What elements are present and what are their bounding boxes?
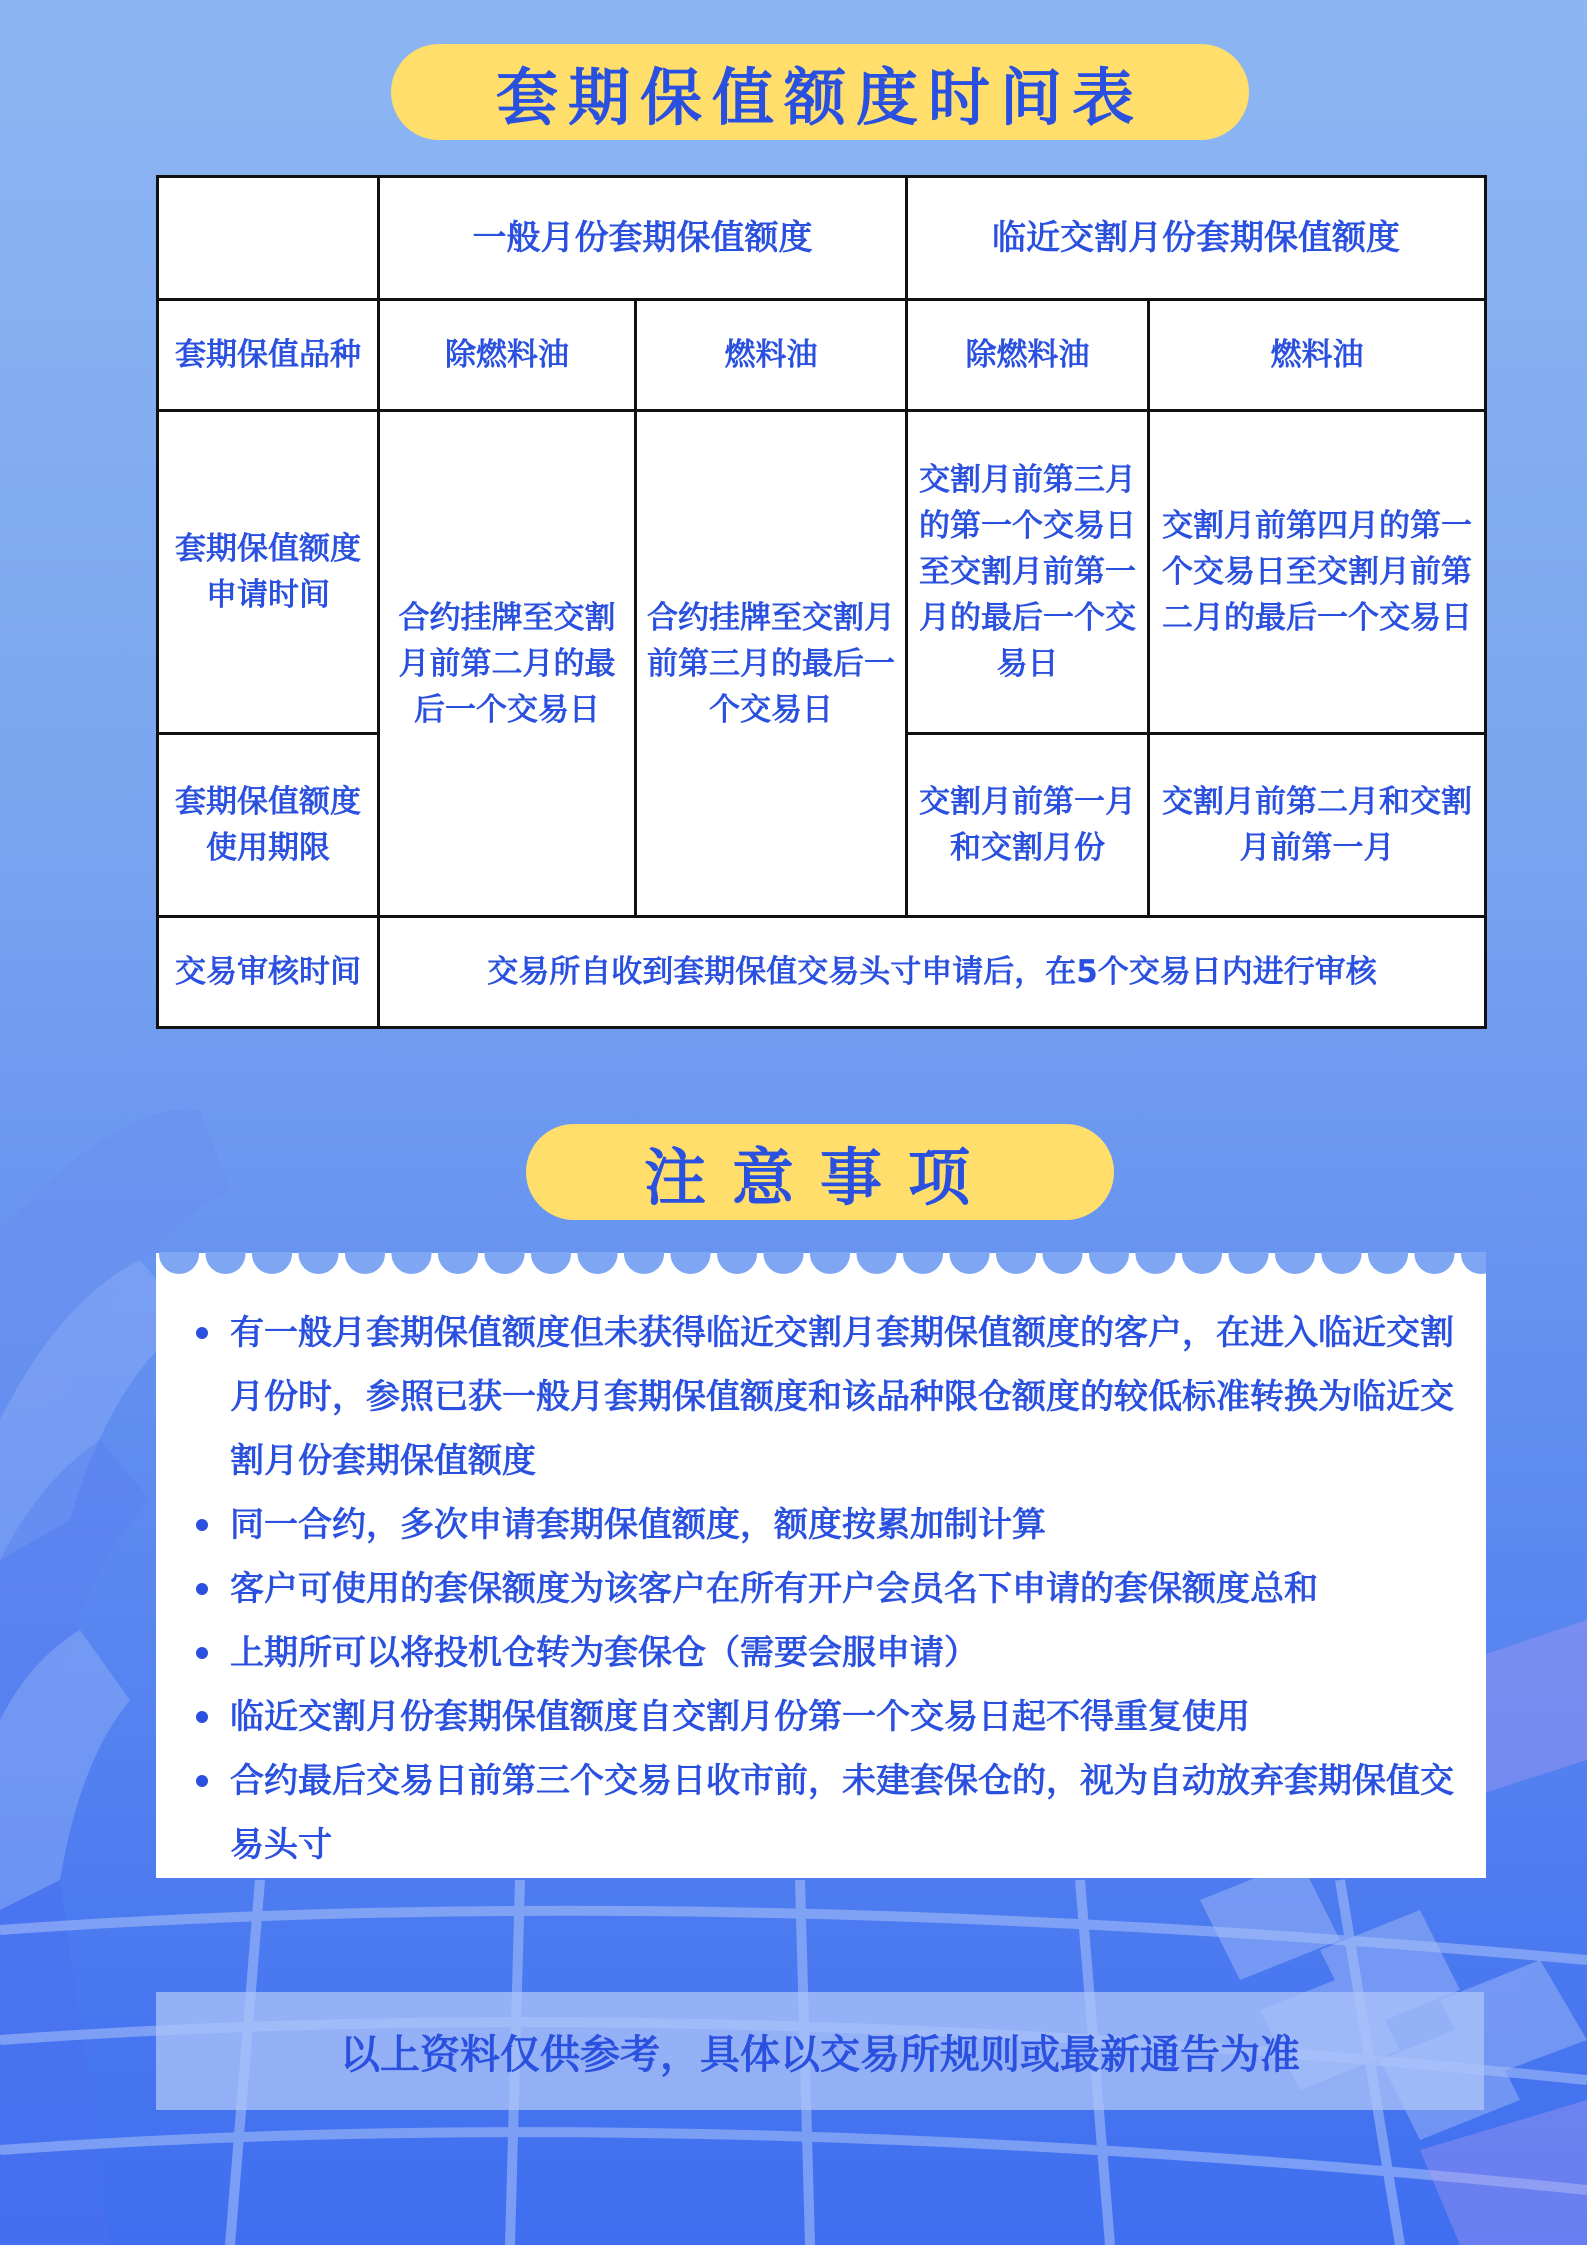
notice-item: 临近交割月份套期保值额度自交割月份第一个交易日起不得重复使用 bbox=[194, 1685, 1464, 1749]
scalloped-edge bbox=[156, 1252, 1486, 1286]
scallop-notch bbox=[485, 1252, 525, 1274]
scallop-notch bbox=[1136, 1252, 1176, 1274]
scallop-notch bbox=[950, 1252, 990, 1274]
scallop-notch bbox=[252, 1252, 292, 1274]
scallop-notch bbox=[717, 1252, 757, 1274]
scallop-notch bbox=[159, 1252, 199, 1274]
scallop-notch bbox=[1415, 1252, 1455, 1274]
notice-card bbox=[156, 1253, 1486, 1878]
table-corner-cell bbox=[158, 177, 379, 300]
row-label-apply-time: 套期保值额度申请时间 bbox=[158, 411, 379, 734]
notice-item: 合约最后交易日前第三个交易日收市前，未建套保仓的，视为自动放弃套期保值交易头寸 bbox=[194, 1749, 1464, 1877]
row-label-usage-period: 套期保值额度使用期限 bbox=[158, 734, 379, 917]
notice-item: 有一般月套期保值额度但未获得临近交割月套期保值额度的客户，在进入临近交割月份时，参照已获一般月套期保值额度和该品种限仓额度的较低标准转换为临近交割月份套期保值额度 bbox=[194, 1301, 1464, 1493]
hedge-quota-table bbox=[156, 175, 1487, 1029]
near-fuel-usage-period: 交割月前第二月和交割月前第一月 bbox=[1149, 734, 1486, 917]
scallop-notch bbox=[1322, 1252, 1362, 1274]
scallop-notch bbox=[1182, 1252, 1222, 1274]
header-near-delivery-month: 临近交割月份套期保值额度 bbox=[907, 177, 1486, 300]
header-general-month: 一般月份套期保值额度 bbox=[379, 177, 907, 300]
general-fuel-apply-time: 合约挂牌至交割月前第三月的最后一个交易日 bbox=[636, 411, 907, 917]
variety-general-nonfuel: 除燃料油 bbox=[379, 300, 636, 411]
bullet-dot-icon bbox=[196, 1647, 208, 1659]
review-time-text: 交易所自收到套期保值交易头寸申请后，在5个交易日内进行审核 bbox=[379, 917, 1486, 1028]
bullet-dot-icon bbox=[196, 1583, 208, 1595]
bullet-dot-icon bbox=[196, 1519, 208, 1531]
scallop-notch bbox=[1043, 1252, 1083, 1274]
scallop-notch bbox=[1275, 1252, 1315, 1274]
scallop-notch bbox=[345, 1252, 385, 1274]
scallop-notch bbox=[764, 1252, 804, 1274]
near-fuel-apply-time: 交割月前第四月的第一个交易日至交割月前第二月的最后一个交易日 bbox=[1149, 411, 1486, 734]
scallop-notch bbox=[1461, 1252, 1486, 1274]
scallop-notch bbox=[996, 1252, 1036, 1274]
scallop-notch bbox=[671, 1252, 711, 1274]
bullet-dot-icon bbox=[196, 1711, 208, 1723]
row-label-review-time: 交易审核时间 bbox=[158, 917, 379, 1028]
bullet-dot-icon bbox=[196, 1327, 208, 1339]
scallop-notch bbox=[857, 1252, 897, 1274]
scallop-notch bbox=[903, 1252, 943, 1274]
scallop-notch bbox=[438, 1252, 478, 1274]
notice-title: 注意事项 bbox=[526, 1124, 1114, 1220]
scallop-notch bbox=[1368, 1252, 1408, 1274]
scallop-notch bbox=[392, 1252, 432, 1274]
variety-near-nonfuel: 除燃料油 bbox=[907, 300, 1149, 411]
general-nonfuel-apply-time: 合约挂牌至交割月前第二月的最后一个交易日 bbox=[379, 411, 636, 917]
notice-item: 同一合约，多次申请套期保值额度，额度按累加制计算 bbox=[194, 1493, 1464, 1557]
scallop-notch bbox=[624, 1252, 664, 1274]
scallop-notch bbox=[1229, 1252, 1269, 1274]
near-nonfuel-usage-period: 交割月前第一月和交割月份 bbox=[907, 734, 1149, 917]
scallop-notch bbox=[299, 1252, 339, 1274]
notice-item: 上期所可以将投机仓转为套保仓（需要会服申请） bbox=[194, 1621, 1464, 1685]
row-label-variety: 套期保值品种 bbox=[158, 300, 379, 411]
variety-general-fuel: 燃料油 bbox=[636, 300, 907, 411]
scallop-notch bbox=[531, 1252, 571, 1274]
scallop-notch bbox=[1089, 1252, 1129, 1274]
scallop-notch bbox=[206, 1252, 246, 1274]
variety-near-fuel: 燃料油 bbox=[1149, 300, 1486, 411]
footer-disclaimer: 以上资料仅供参考，具体以交易所规则或最新通告为准 bbox=[156, 1992, 1484, 2110]
notice-list bbox=[194, 1301, 1464, 1877]
page-title: 套期保值额度时间表 bbox=[391, 44, 1249, 140]
scallop-notch bbox=[810, 1252, 850, 1274]
bullet-dot-icon bbox=[196, 1775, 208, 1787]
scallop-notch bbox=[578, 1252, 618, 1274]
near-nonfuel-apply-time: 交割月前第三月的第一个交易日至交割月前第一月的最后一个交易日 bbox=[907, 411, 1149, 734]
notice-item: 客户可使用的套保额度为该客户在所有开户会员名下申请的套保额度总和 bbox=[194, 1557, 1464, 1621]
